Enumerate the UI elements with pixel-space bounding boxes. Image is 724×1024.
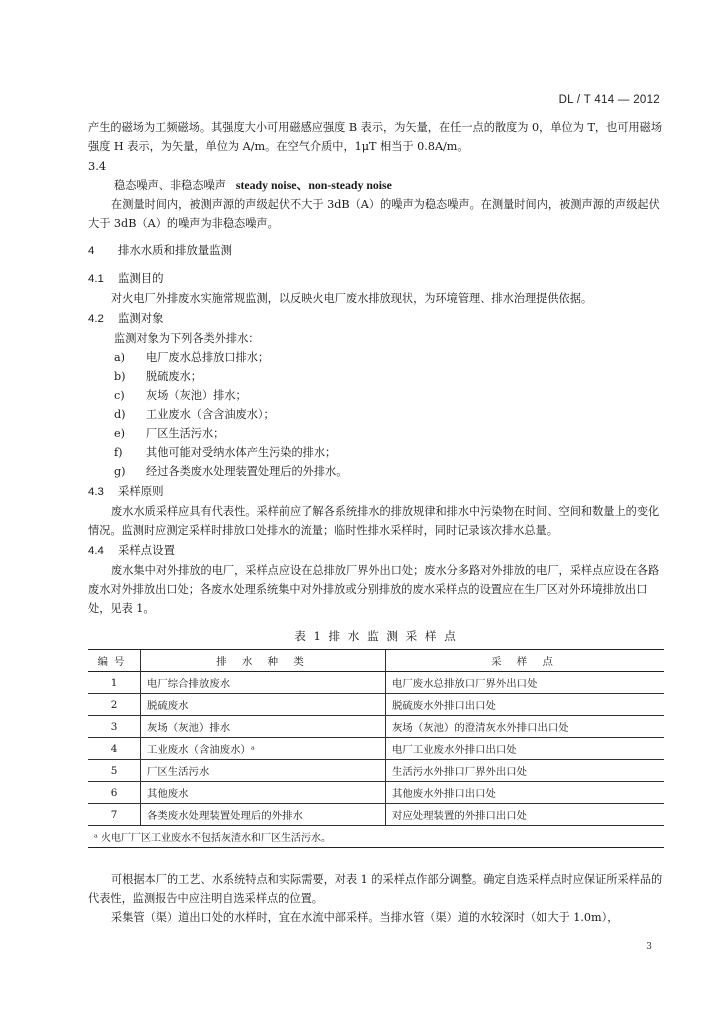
section-3-4-number: 3.4	[88, 159, 107, 173]
term-chinese: 稳态噪声、非稳态噪声	[114, 179, 226, 192]
table-row: 2 脱硫废水 脱硫废水外排口出口处	[88, 694, 664, 716]
table-row: 7 各类废水处理装置处理后的外排水 对应处理装置的外排口出口处	[88, 804, 664, 826]
section-4-1-title: 监测目的	[118, 271, 164, 285]
header-number: 编号	[88, 650, 141, 672]
section-4-title: 排水水质和排放量监测	[118, 243, 232, 257]
table-footnote-row	[88, 826, 664, 848]
table-row: 4 工业废水（含油废水）ᵃ 电厂工业废水外排口出口处	[88, 738, 664, 760]
table-row: 3 灰场（灰池）排水 灰场（灰池）的澄清灰水外排口出口处	[88, 716, 664, 738]
sampling-point-table	[88, 649, 664, 848]
header-drainage-type: 排 水 种 类	[141, 650, 386, 672]
section-4-heading	[88, 240, 664, 261]
section-4-2-heading	[88, 308, 664, 329]
header-sampling-point: 采 样 点	[386, 650, 665, 672]
table-footnote: ᵃ 火电厂厂区工业废水不包括灰渣水和厂区生活污水。	[88, 826, 664, 848]
term-english: steady noise、non-steady noise	[235, 178, 392, 192]
list-item: d) 工业废水（含含油废水）；	[114, 408, 275, 421]
section-4-4-number: 4.4	[88, 545, 104, 557]
page-number: 3	[646, 942, 652, 952]
section-4-3-number: 4.3	[88, 486, 104, 498]
section-4-2-title: 监测对象	[118, 311, 164, 325]
section-4-2-lead: 监测对象为下列各类外排水：	[114, 332, 260, 345]
section-3-4-definition: 在测量时间内，被测声源的声级起伏不大于 3dB（A）的噪声为稳态噪声。在测量时间内，被测声源的声级起伏大于 3dB（A）的噪声为非稳态噪声。	[88, 198, 660, 230]
list-item: e) 厂区生活污水；	[114, 427, 225, 440]
list-item: c) 灰场（灰池）排水；	[114, 389, 247, 402]
table-header-row	[88, 650, 664, 672]
list-item: f) 其他可能对受纳水体产生污染的排水；	[114, 446, 337, 459]
closing-paragraph-2: 采集管（渠）道出口处的水样时，宜在水流中部采样。当排水管（渠）道的水较深时（如大于 1.0m），	[111, 911, 619, 924]
section-4-4-heading	[88, 540, 664, 561]
section-4-1-number: 4.1	[88, 273, 104, 285]
section-4-2-number: 4.2	[88, 313, 104, 325]
section-4-3-title: 采样原则	[118, 484, 164, 498]
table-row: 6 其他废水 其他废水外排口出口处	[88, 782, 664, 804]
section-3-4-term	[88, 176, 664, 195]
table-row: 1 电厂综合排放废水 电厂废水总排放口厂界外出口处	[88, 672, 664, 694]
monitoring-object-list	[88, 348, 664, 481]
page-content	[88, 118, 664, 927]
table-caption: 表 1 排 水 监 测 采 样 点	[294, 629, 458, 643]
section-4-1-text: 对火电厂外排废水实施常规监测，以反映火电厂废水排放现状，为环境管理、排水治理提供依据。	[111, 292, 593, 305]
intro-paragraph: 产生的磁场为工频磁场。其强度大小可用磁感应强度 B 表示，为矢量，在任一点的散度为 0，单位为 T，也可用磁场强度 H 表示，为矢量，单位为 A/m。在空气介质中，1μT 相当于 0.8A/m。	[88, 121, 663, 153]
section-4-3-heading	[88, 481, 664, 502]
table-row: 5 厂区生活污水 生活污水外排口厂界外出口处	[88, 760, 664, 782]
section-4-number: 4	[88, 245, 95, 257]
standard-code-header: DL / T 414 — 2012	[558, 94, 660, 106]
section-4-4-text: 废水集中对外排放的电厂，采样点应设在总排放厂界外出口处；废水分多路对外排放的电厂，采样点应设在各路废水对外排放出口处；各废水处理系统集中对外排放或分别排放的废水采样点的设置应在生厂区对外环境排放出口处，见表 1。	[88, 564, 660, 615]
list-item: g) 经过各类废水处理装置处理后的外排水。	[114, 465, 348, 478]
list-item: a) 电厂废水总排放口排水；	[114, 351, 270, 364]
section-4-3-text: 废水水质采样应具有代表性。采样前应了解各系统排水的排放规律和排水中污染物在时间、空间和数量上的变化情况。监测时应测定采样时排放口处排水的流量；临时性排水采样时，同时记录该次排水总量。	[88, 505, 660, 537]
closing-paragraph-1: 可根据本厂的工艺、水系统特点和实际需要，对表 1 的采样点作部分调整。确定自选采样点时应保证所采样品的代表性，监测报告中应注明自选采样点的位置。	[88, 873, 663, 905]
section-4-4-title: 采样点设置	[118, 543, 175, 557]
list-item: b) 脱硫废水；	[114, 370, 202, 383]
section-4-1-heading	[88, 268, 664, 289]
